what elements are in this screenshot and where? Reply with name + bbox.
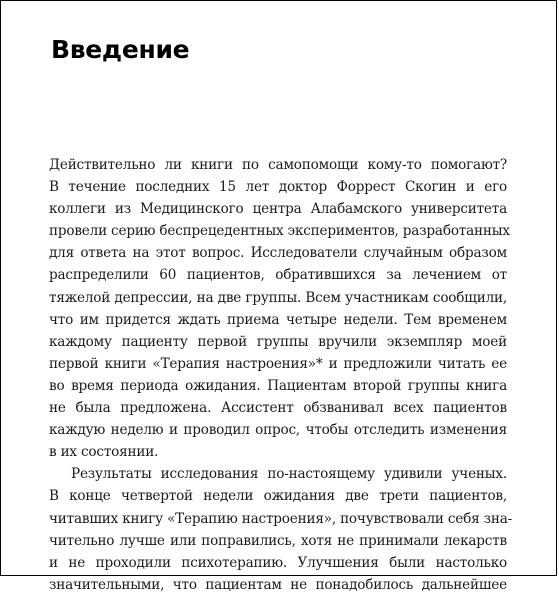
text-line: в их состоянии. [49,444,159,461]
text-line: значительными, что пациентам не понадобилось дальнейшее [49,576,507,593]
text-line: В конце четвертой недели ожидания две трети пациентов, [49,488,507,505]
text-line: распределили 60 пациентов, обратившихся за лечением от [49,267,507,284]
text-line: не была предложена. Ассистент обзванивал всех пациентов [49,400,507,417]
chapter-title: Введение [51,35,190,64]
text-line: коллеги из Медицинского центра Алабамского университета [49,201,507,218]
text-line: В течение последних 15 лет доктор Форрест Скогин и его [49,179,507,196]
text-line: во время периода ожидания. Пациентам второй группы книга [49,377,507,394]
text-line: Результаты исследования по-настоящему удивили ученых. [71,466,507,483]
paragraph-1 [49,154,510,463]
text-line: читавших книгу «Терапию настроения», почувствовали себя зна- [49,510,513,527]
text-line: что им придется ждать приема четыре недели. Тем временем [49,311,507,328]
text-line: тяжелой депрессии, на две группы. Всем участникам сообщили, [49,289,507,306]
text-line: каждому пациенту первой группы вручили экземпляр моей [49,333,507,350]
text-line: Действительно ли книги по самопомощи кому-то помогают? [49,157,507,173]
text-line: для ответа на этот вопрос. Исследователи случайным образом [49,245,507,262]
text-line: провели серию беспрецедентных экспериментов, разработанных [49,223,510,240]
paragraph-2 [49,463,513,596]
text-line: первой книги «Терапия настроения»* и предложили читать ее [49,355,507,372]
body-text [49,154,513,596]
text-line: и не проходили психотерапию. Улучшения были настолько [49,554,507,571]
text-line: каждую неделю и проводил опрос, чтобы отследить изменения [49,422,507,439]
text-line: чительно лучше или поправились, хотя не принимали лекарств [49,532,507,549]
